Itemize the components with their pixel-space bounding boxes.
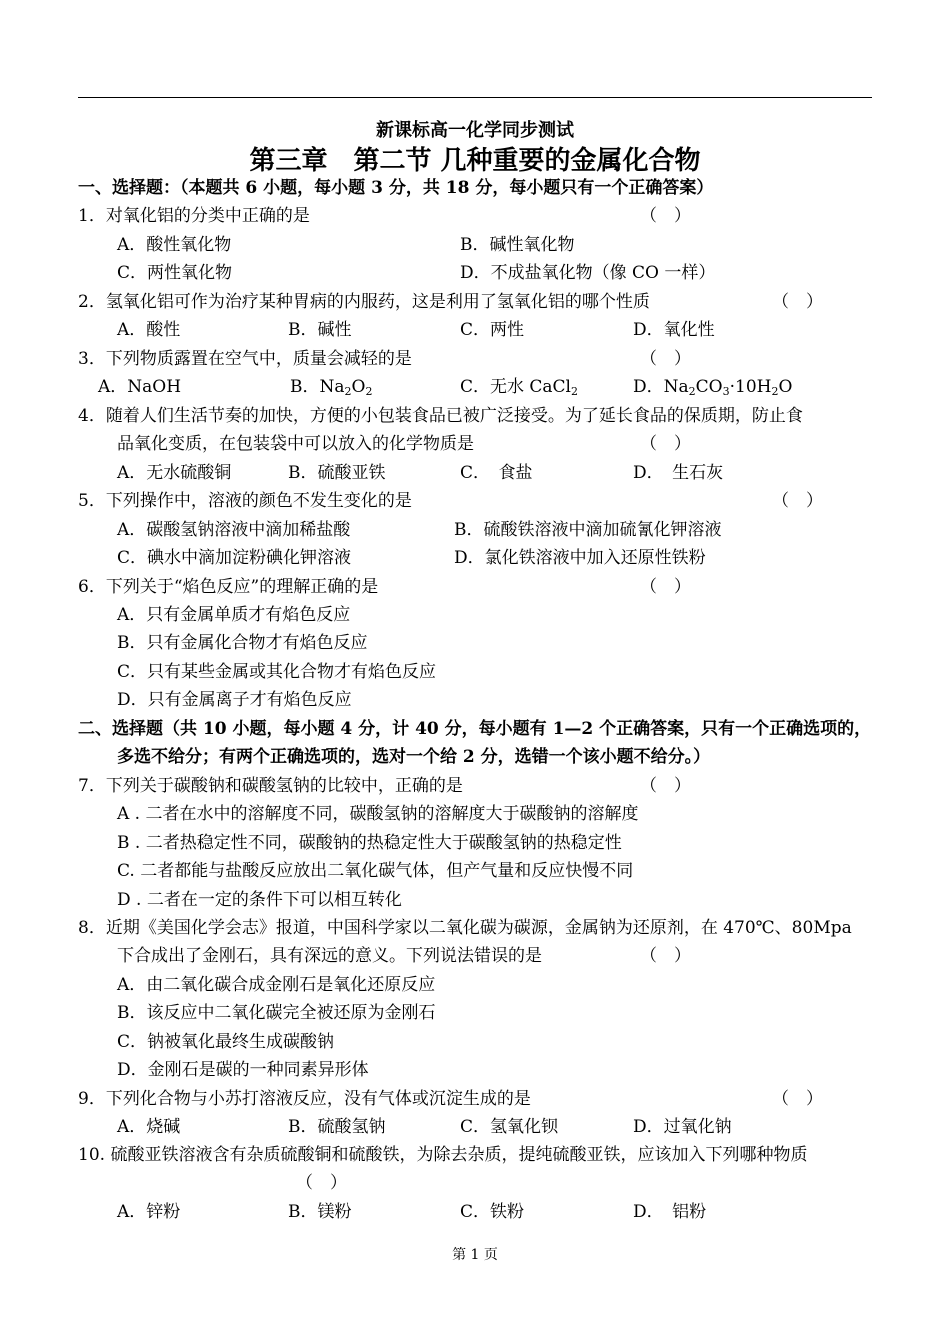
option-a: A．无水硫酸铜 [117, 463, 232, 483]
answer-bracket: （ ） [640, 946, 691, 966]
option-d: D．氧化性 [633, 320, 715, 340]
answer-bracket: （ ） [640, 776, 691, 796]
option-d: D．过氧化钠 [633, 1117, 732, 1137]
option-a: A．酸性氧化物 [117, 235, 232, 255]
question-10-options [78, 1198, 872, 1226]
option-c: C. 二者都能与盐酸反应放出二氧化碳气体，但产气量和反应快慢不同 [117, 861, 634, 881]
option-c: C． 食盐 [460, 463, 533, 483]
option-b: B．镁粉 [288, 1202, 352, 1222]
option-b: B．$Na_2O_2$ [290, 377, 373, 398]
question-4-stem: 品氧化变质，在包装袋中可以放入的化学物质是 [117, 434, 474, 454]
option-b: B．碱性 [288, 320, 352, 340]
option-b: B．硫酸铁溶液中滴加硫氰化钾溶液 [454, 520, 722, 540]
option-b: B．只有金属化合物才有焰色反应 [117, 633, 368, 653]
option-c: C．钠被氧化最终生成碳酸钠 [117, 1032, 335, 1052]
question-10-bracket-line [78, 1169, 872, 1197]
question-2 [78, 288, 872, 316]
option-a: A．锌粉 [117, 1202, 181, 1222]
option-c: C．氢氧化钡 [460, 1117, 559, 1137]
section-two-heading-cont: 多选不给分；有两个正确选项的，选对一个给 2 分，选错一个该小题不给分。） [117, 747, 711, 767]
question-5-options-cd [78, 544, 872, 572]
question-1 [78, 202, 872, 230]
option-a: A . 二者在水中的溶解度不同，碳酸氢钠的溶解度大于碳酸钠的溶解度 [117, 804, 639, 824]
question-8-stem: 下合成出了金刚石，具有深远的意义。下列说法错误的是 [117, 946, 542, 966]
page-number: 第 1 页 [452, 1247, 498, 1263]
option-d: D．氯化铁溶液中加入还原性铁粉 [454, 548, 706, 568]
subtitle: 新课标高一化学同步测试 [376, 120, 574, 141]
question-9-options [78, 1113, 872, 1141]
option-d: D . 二者在一定的条件下可以相互转化 [117, 890, 402, 910]
option-d: D．金刚石是碳的一种同素异形体 [117, 1060, 369, 1080]
question-6 [78, 573, 872, 601]
question-3 [78, 345, 872, 373]
question-5-stem: 5．下列操作中，溶液的颜色不发生变化的是 [78, 491, 412, 511]
answer-bracket: （ ） [640, 206, 691, 226]
question-10: 10. 硫酸亚铁溶液含有杂质硫酸铜和硫酸铁，为除去杂质，提纯硫酸亚铁，应该加入下列哪种物质 [78, 1145, 808, 1165]
option-c: C．铁粉 [460, 1202, 525, 1222]
answer-bracket: （ ） [640, 434, 691, 454]
question-7 [78, 772, 872, 800]
answer-bracket: （ ） [640, 577, 691, 597]
header-rule [78, 97, 872, 98]
question-8-line1: 8．近期《美国化学会志》报道，中国科学家以二氧化碳为碳源，金属钠为还原剂，在 470℃、80Mpa [78, 918, 852, 938]
question-9 [78, 1085, 872, 1113]
question-7-stem: 7．下列关于碳酸钠和碳酸氢钠的比较中，正确的是 [78, 776, 463, 796]
question-5-options-ab [78, 516, 872, 544]
question-4-options [78, 459, 872, 487]
section-two-heading: 二、选择题（共 10 小题，每小题 4 分，计 40 分，每小题有 1—2 个正确答案，只有一个正确选项的， [78, 719, 872, 739]
option-a: A．酸性 [117, 320, 181, 340]
option-d: D． 铝粉 [633, 1202, 707, 1222]
answer-bracket: （ ） [772, 292, 823, 312]
question-6-stem: 6．下列关于“焰色反应”的理解正确的是 [78, 577, 379, 597]
option-b: B．该反应中二氧化碳完全被还原为金刚石 [117, 1003, 436, 1023]
question-3-options [78, 373, 872, 401]
option-d: D．只有金属离子才有焰色反应 [117, 690, 352, 710]
option-d: D．$Na_2CO_3\cdot 10H_2O$ [633, 377, 793, 398]
question-2-options [78, 316, 872, 344]
option-a: A．碳酸氢钠溶液中滴加稀盐酸 [117, 520, 351, 540]
answer-bracket: （ ） [772, 491, 823, 511]
option-c: C．两性 [460, 320, 525, 340]
option-a: A．由二氧化碳合成金刚石是氧化还原反应 [117, 975, 436, 995]
question-9-stem: 9．下列化合物与小苏打溶液反应，没有气体或沉淀生成的是 [78, 1089, 531, 1109]
option-d: D．不成盐氧化物（像 CO 一样） [460, 263, 716, 283]
option-c: C．两性氧化物 [117, 263, 233, 283]
page-title: 第三章 第二节 几种重要的金属化合物 [249, 146, 701, 176]
option-a: A．只有金属单质才有焰色反应 [117, 605, 351, 625]
question-5 [78, 487, 872, 515]
option-b: B . 二者热稳定性不同，碳酸钠的热稳定性大于碳酸氢钠的热稳定性 [117, 833, 622, 853]
question-8-line2 [78, 942, 872, 970]
question-2-stem: 2．氢氧化铝可作为治疗某种胃病的内服药，这是利用了氢氧化铝的哪个性质 [78, 292, 650, 312]
answer-bracket: （ ） [296, 1173, 347, 1193]
option-c: C．只有某些金属或其化合物才有焰色反应 [117, 662, 437, 682]
option-a: A．NaOH [98, 377, 182, 397]
option-a: A．烧碱 [117, 1117, 181, 1137]
question-1-options-ab [78, 231, 872, 259]
question-4-line1: 4．随着人们生活节奏的加快，方便的小包装食品已被广泛接受。为了延长食品的保质期，防止食 [78, 406, 803, 426]
question-3-stem: 3．下列物质露置在空气中，质量会减轻的是 [78, 349, 412, 369]
question-1-options-cd [78, 259, 872, 287]
answer-bracket: （ ） [640, 349, 691, 369]
option-b: B．硫酸亚铁 [288, 463, 386, 483]
option-b: B．硫酸氢钠 [288, 1117, 386, 1137]
option-c: C．碘水中滴加淀粉碘化钾溶液 [117, 548, 352, 568]
option-b: B．碱性氧化物 [460, 235, 575, 255]
option-d: D． 生石灰 [633, 463, 724, 483]
section-one-heading: 一、选择题：（本题共 6 小题，每小题 3 分，共 18 分，每小题只有一个正确答案） [78, 178, 714, 198]
question-4-line2 [78, 430, 872, 458]
option-c: C．无水 CaCl$_2$ [460, 377, 578, 398]
question-1-stem: 1．对氧化铝的分类中正确的是 [78, 206, 310, 226]
answer-bracket: （ ） [772, 1089, 823, 1109]
